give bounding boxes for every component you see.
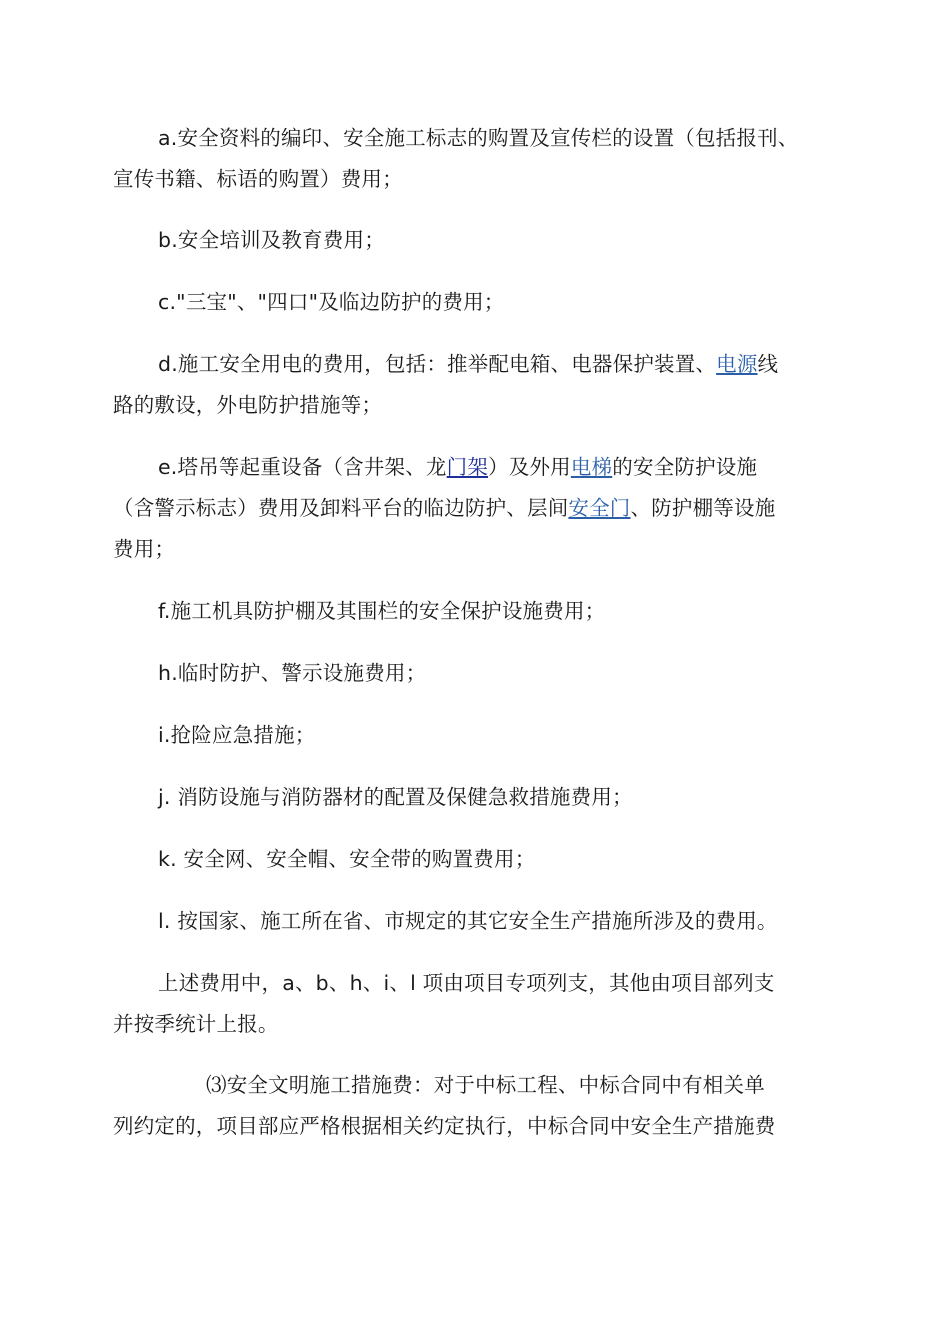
- item-i-text: i.抢险应急措施；: [158, 723, 316, 747]
- item-i-paragraph: [113, 715, 843, 756]
- item-d-line-1: [113, 344, 843, 385]
- gantry-link[interactable]: 门架: [446, 455, 489, 479]
- section-3-paragraph: [113, 1065, 843, 1147]
- item-e-line-2-text: （含警示标志）费用及卸料平台的临边防护、层间: [113, 496, 569, 520]
- item-b-paragraph: [113, 220, 843, 261]
- item-h-text: h.临时防护、警示设施费用；: [158, 661, 427, 685]
- item-f-paragraph: [113, 591, 843, 632]
- item-f-text: f.施工机具防护棚及其围栏的安全保护设施费用；: [158, 599, 606, 623]
- item-e-line-1-tail: 的安全防护设施: [612, 455, 758, 479]
- item-j-text: j. 消防设施与消防器材的配置及保健急救措施费用；: [158, 785, 633, 809]
- item-l-text: l. 按国家、施工所在省、市规定的其它安全生产措施所涉及的费用。: [158, 909, 778, 933]
- elevator-link[interactable]: 电梯: [570, 455, 613, 479]
- item-h-paragraph: [113, 653, 843, 694]
- item-b-text: b.安全培训及教育费用；: [158, 228, 385, 252]
- item-k-paragraph: [113, 839, 843, 880]
- item-c-paragraph: [113, 282, 843, 323]
- item-e-paragraph: [113, 447, 843, 570]
- summary-paragraph: [113, 963, 843, 1045]
- item-a-line-1: a.安全资料的编印、安全施工标志的购置及宣传栏的设置（包括报刊、: [158, 126, 799, 150]
- item-e-line-2-tail: 、防护棚等设施: [630, 496, 776, 520]
- summary-line-2: 并按季统计上报。: [113, 1012, 279, 1036]
- summary-line-1: 上述费用中，a、b、h、i、l 项由项目专项列支，其他由项目部列支: [158, 971, 775, 995]
- item-a-paragraph: [113, 118, 843, 200]
- item-e-line-2: [113, 488, 843, 529]
- item-e-line-1: [113, 447, 843, 488]
- safety-door-link[interactable]: 安全门: [568, 496, 631, 520]
- item-c-text: c."三宝"、"四口"及临边防护的费用；: [158, 290, 505, 314]
- item-a-line-2: 宣传书籍、标语的购置）费用；: [113, 167, 403, 191]
- item-k-text: k. 安全网、安全帽、安全带的购置费用；: [158, 847, 536, 871]
- item-e-line-1-mid: ）及外用: [488, 455, 571, 479]
- item-d-line-1-tail: 线: [757, 352, 779, 376]
- item-j-paragraph: [113, 777, 843, 818]
- item-e-line-3: 费用；: [113, 537, 176, 561]
- item-d-paragraph: [113, 344, 843, 426]
- section-3-line-2: 列约定的，项目部应严格根据相关约定执行，中标合同中安全生产措施费: [113, 1114, 776, 1138]
- item-e-line-1-text: e.塔吊等起重设备（含井架、龙: [158, 455, 447, 479]
- item-l-paragraph: [113, 901, 843, 942]
- item-d-line-1-text: d.施工安全用电的费用，包括：推举配电箱、电器保护装置、: [158, 352, 717, 376]
- power-link[interactable]: 电源: [716, 352, 758, 376]
- item-d-line-2: 路的敷设，外电防护措施等；: [113, 393, 383, 417]
- section-3-line-1: ⑶安全文明施工措施费：对于中标工程、中标合同中有相关单: [206, 1073, 765, 1097]
